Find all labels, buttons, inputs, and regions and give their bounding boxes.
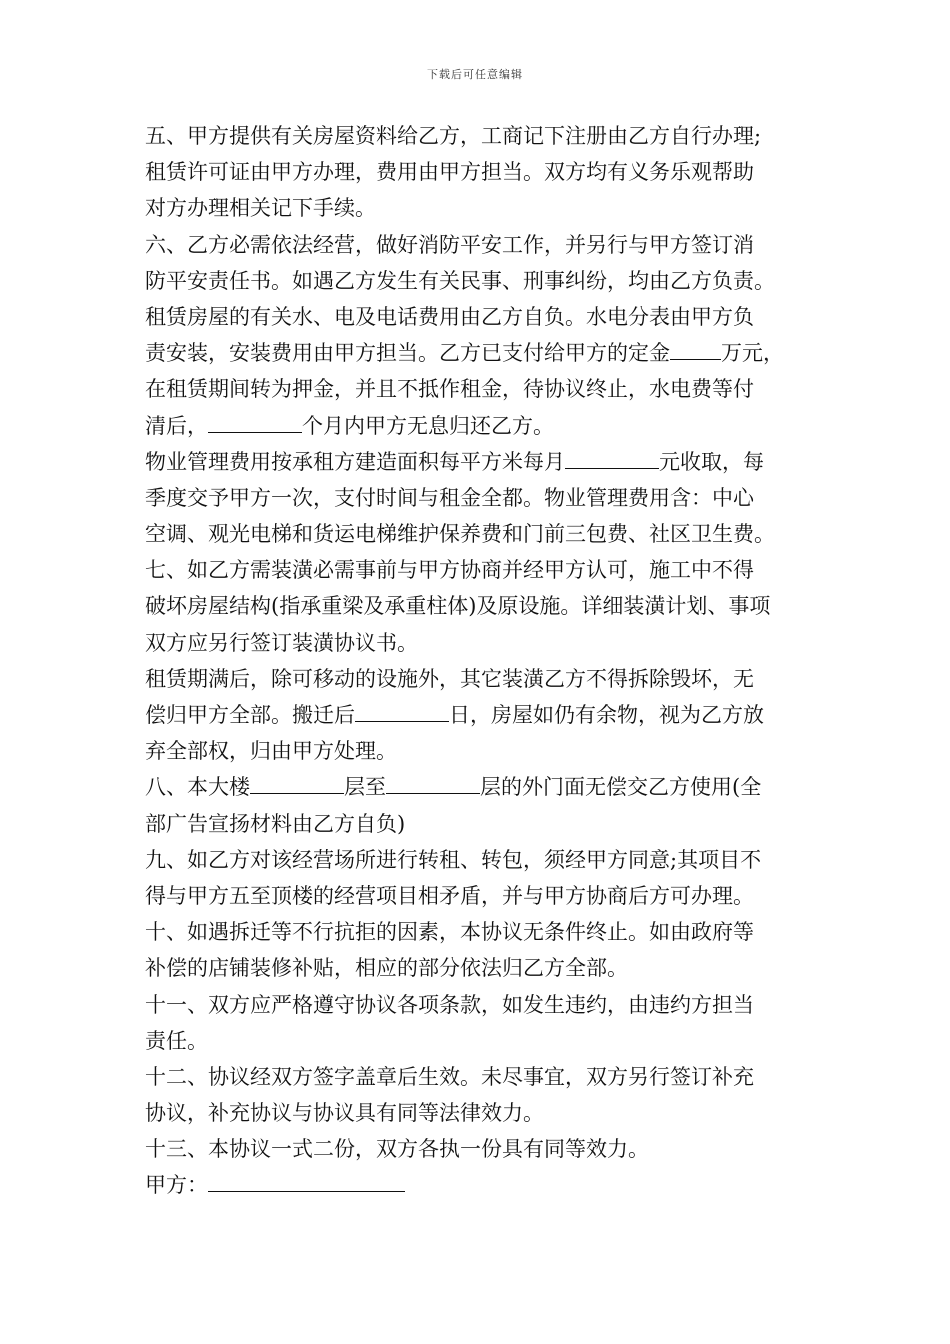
text-segment: 五、甲方提供有关房屋资料给乙方，工商记下注册由乙方自行办理;: [145, 124, 762, 148]
text-segment: 破坏房屋结构(指承重梁及承重柱体)及原设施。详细装潢计划、事项: [145, 594, 771, 619]
text-line: [145, 190, 815, 226]
text-segment: 层的外门面无偿交乙方使用(全: [480, 775, 762, 800]
text-segment: 万元，: [721, 341, 784, 366]
text-line: [145, 806, 815, 842]
text-line: [145, 299, 815, 335]
page-header: 下载后可任意编辑: [427, 68, 523, 81]
text-segment: 元收取，每: [659, 449, 764, 474]
text-segment: 七、如乙方需装潢必需事前与甲方协商并经甲方认可，施工中不得: [145, 558, 754, 583]
text-segment: 租赁期满后，除可移动的设施外，其它装潢乙方不得拆除毁坏，无: [145, 666, 754, 691]
text-segment: 九、如乙方对该经营场所进行转租、转包，须经甲方同意;其项目不: [145, 847, 762, 872]
text-line: [145, 335, 815, 371]
text-line: [145, 1059, 815, 1095]
text-segment: 十一、双方应严格遵守协议各项条款，如发生违约，由违约方担当: [145, 992, 754, 1017]
text-line: [145, 987, 815, 1023]
text-segment: 对方办理相关记下手续。: [145, 196, 376, 221]
text-segment: 在租赁期间转为押金，并且不抵作租金，待协议终止，水电费等付: [145, 377, 754, 402]
text-segment: 清后，: [145, 413, 208, 438]
text-segment: 个月内甲方无息归还乙方。: [302, 413, 554, 438]
signature-line-party-a: [145, 1167, 815, 1203]
text-segment: 六、乙方必需依法经营，做好消防平安工作，并另行与甲方签订消: [145, 232, 754, 257]
text-line: [145, 1023, 815, 1059]
text-line: [145, 480, 815, 516]
document-body: [145, 118, 815, 1204]
signature-blank: [208, 1171, 405, 1192]
text-line: [145, 769, 815, 805]
fill-in-blank: [250, 773, 344, 794]
text-line: [145, 914, 815, 950]
text-line: [145, 371, 815, 407]
text-segment: 层至: [344, 775, 386, 800]
text-line: [145, 516, 815, 552]
text-segment: 偿归甲方全部。搬迁后: [145, 703, 355, 727]
fill-in-blank: [670, 339, 721, 360]
text-segment: 八、本大楼: [145, 775, 250, 800]
fill-in-blank: [208, 412, 302, 433]
text-line: [145, 588, 815, 624]
text-segment: 补偿的店铺装修补贴，相应的部分依法归乙方全部。: [145, 956, 628, 981]
text-segment: 双方应另行签订装潢协议书。: [145, 630, 418, 655]
text-line: [145, 1131, 815, 1167]
text-segment: 协议，补充协议与协议具有同等法律效力。: [145, 1101, 544, 1126]
text-line: [145, 697, 815, 733]
text-line: [145, 1095, 815, 1131]
fill-in-blank: [565, 448, 659, 469]
text-segment: 空调、观光电梯和货运电梯维护保养费和门前三包费、社区卫生费。: [145, 522, 775, 547]
text-segment: 十二、协议经双方签字盖章后生效。未尽事宜，双方另行签订补充: [145, 1064, 754, 1089]
text-line: [145, 154, 815, 190]
text-segment: 季度交予甲方一次，支付时间与租金全都。物业管理费用含：中心: [145, 485, 754, 510]
text-segment: 责任。: [145, 1028, 208, 1053]
text-segment: 弃全部权，归由甲方处理。: [145, 739, 397, 764]
text-line: [145, 842, 815, 878]
text-segment: 租赁房屋的有关水、电及电话费用由乙方自负。水电分表由甲方负: [145, 304, 754, 329]
text-line: [145, 878, 815, 914]
text-line: [145, 444, 815, 480]
text-line: [145, 950, 815, 986]
text-segment: 日，房屋如仍有余物，视为乙方放: [449, 703, 764, 727]
text-line: [145, 552, 815, 588]
text-line: [145, 733, 815, 769]
text-segment: 物业管理费用按承租方建造面积每平方米每月: [145, 449, 565, 474]
text-segment: 租赁许可证由甲方办理，费用由甲方担当。双方均有义务乐观帮助: [145, 160, 754, 185]
text-segment: 甲方：: [145, 1173, 208, 1198]
fill-in-blank: [355, 701, 449, 722]
text-line: [145, 118, 815, 154]
fill-in-blank: [386, 773, 480, 794]
text-line: [145, 227, 815, 263]
text-line: [145, 263, 815, 299]
text-line: [145, 408, 815, 444]
text-segment: 责安装，安装费用由甲方担当。乙方已支付给甲方的定金: [145, 341, 670, 366]
text-segment: 防平安责任书。如遇乙方发生有关民事、刑事纠纷，均由乙方负责。: [145, 268, 775, 293]
text-segment: 十、如遇拆迁等不行抗拒的因素，本协议无条件终止。如由政府等: [145, 920, 754, 945]
text-segment: 得与甲方五至顶楼的经营项目相矛盾，并与甲方协商后方可办理。: [145, 883, 754, 908]
text-segment: 部广告宣扬材料由乙方自负): [145, 811, 406, 836]
text-segment: 十三、本协议一式二份，双方各执一份具有同等效力。: [145, 1137, 649, 1162]
text-line: [145, 625, 815, 661]
text-line: [145, 661, 815, 697]
